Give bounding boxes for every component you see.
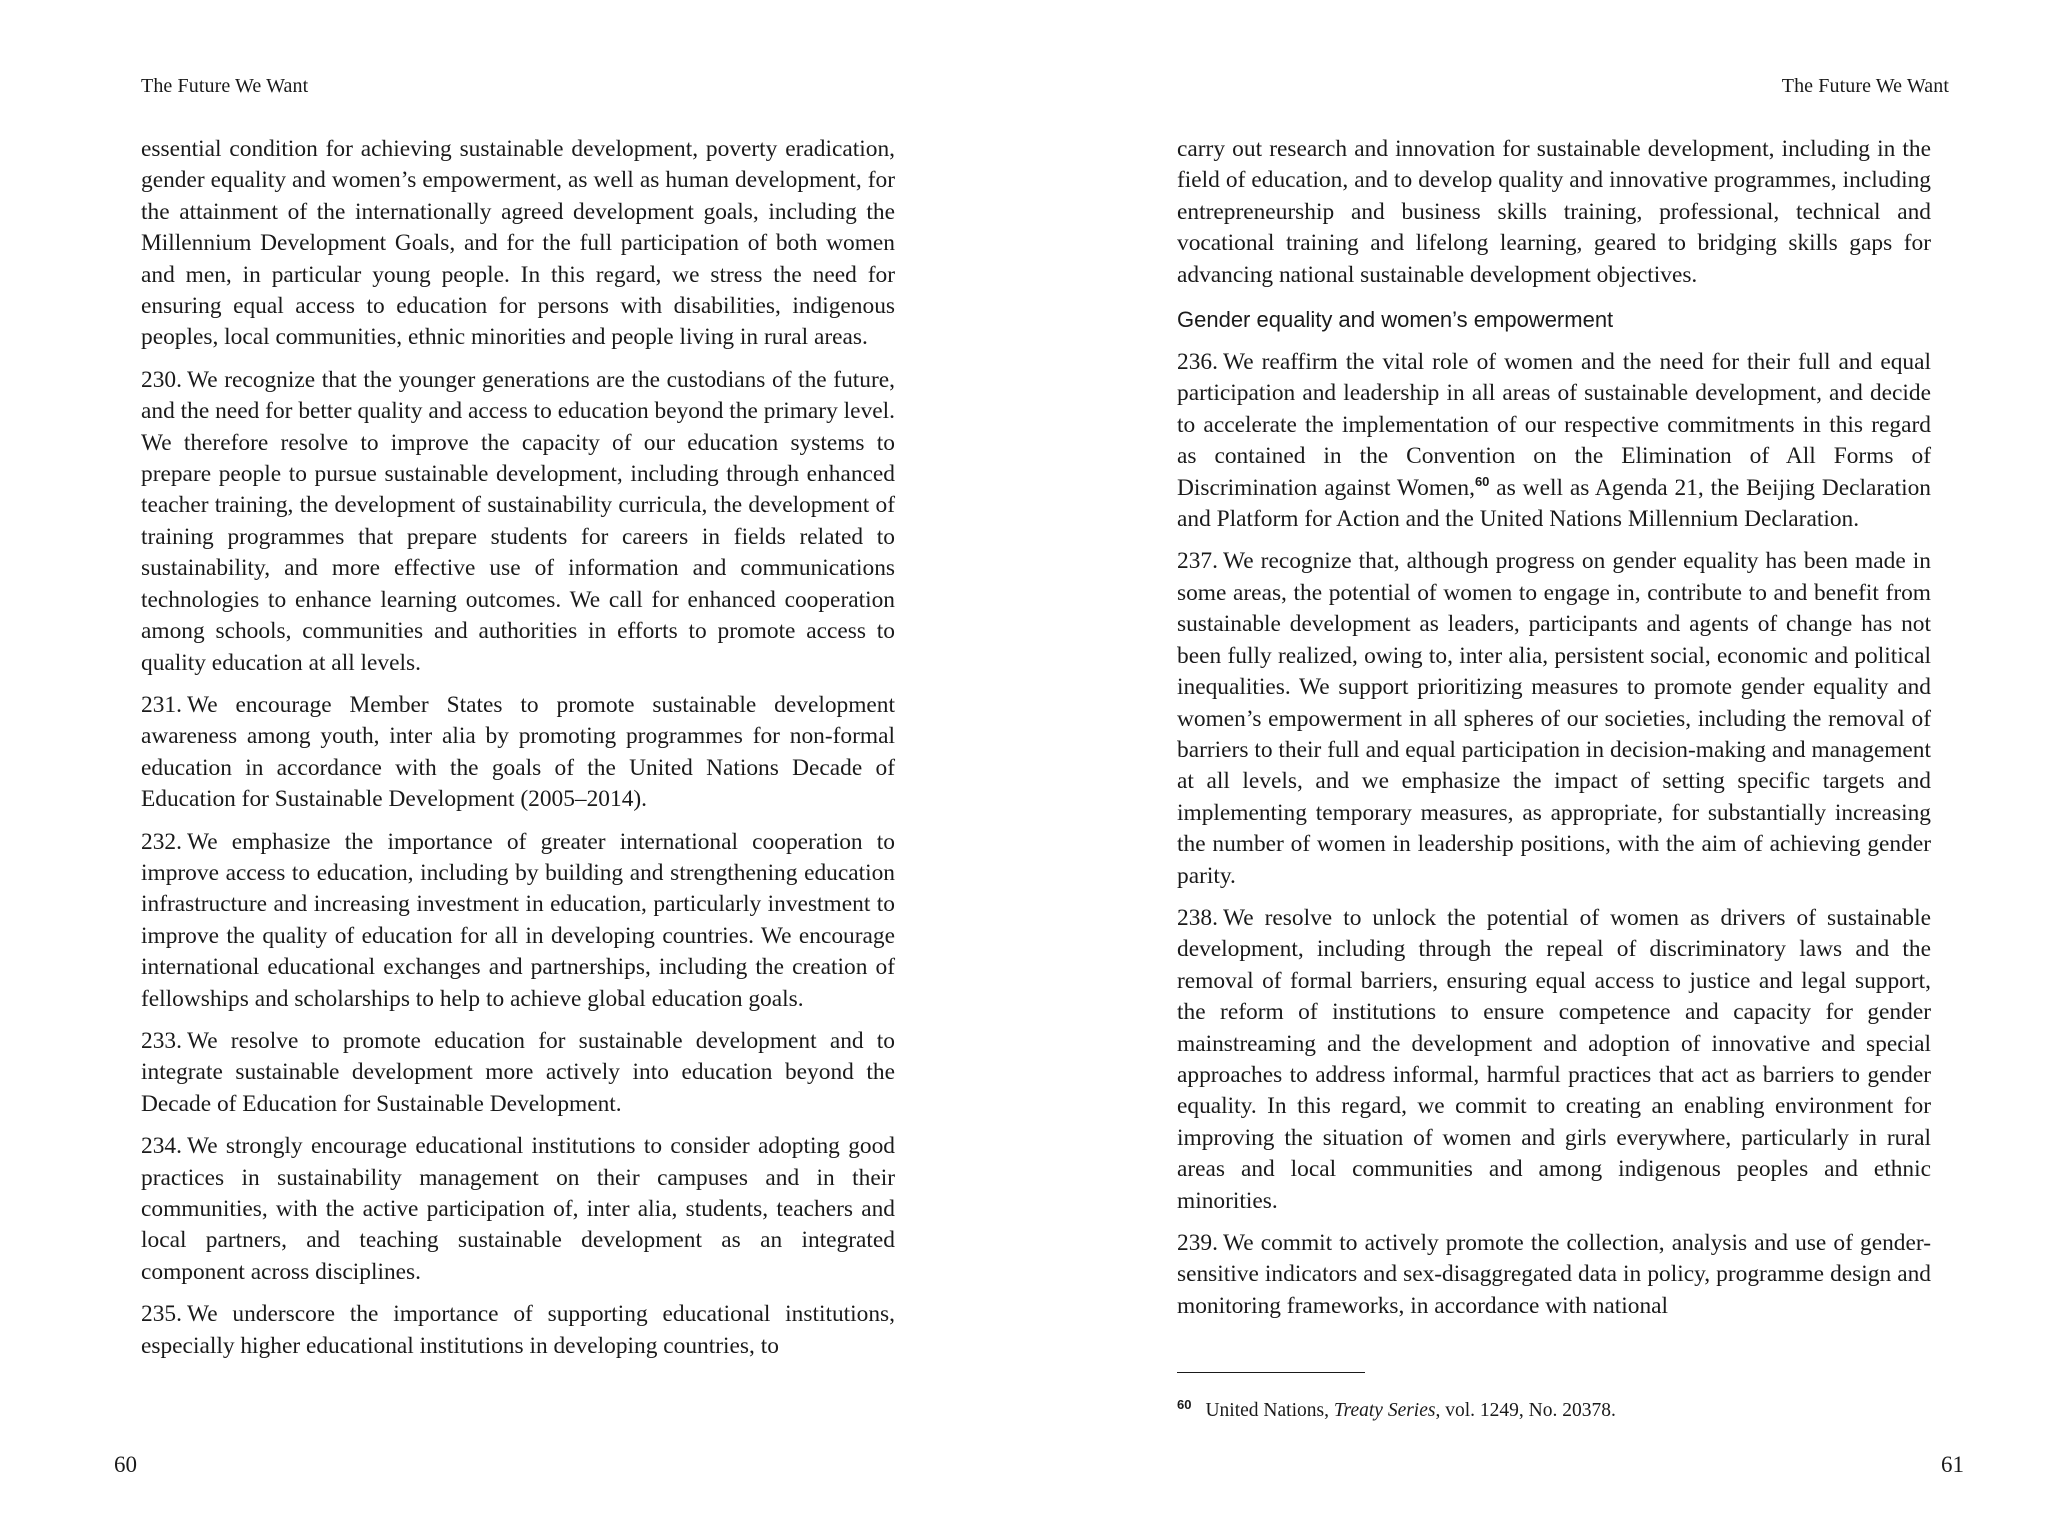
paragraph-text: We commit to actively promote the collection, analysis and use of gender-sensitive indicators and sex-disaggregated data in policy, programme design and monitoring frameworks, in accordance with national — [1177, 1230, 1931, 1319]
footnote-divider — [1177, 1372, 1365, 1373]
paragraph-number: 231. — [141, 691, 182, 718]
paragraph-number: 235. — [141, 1301, 182, 1328]
paragraph-text: We encourage Member States to promote sustainable development awareness among youth, inter alia by promoting programmes for non-formal education in accordance with the goals of the United Nations Decade of Education for Sustainable Development (2005–2014). — [141, 691, 895, 813]
paragraph-number: 238. — [1177, 904, 1218, 931]
paragraph-text: We reaffirm the vital role of women and the need for their full and equal participation and leadership in all areas of sustainable development, and decide to accelerate the implementation of our respective commitments in this regard as contained in the Convention on the Elimination of All Forms of Discrimination against Women, — [1177, 349, 1931, 501]
paragraph-number: 239. — [1177, 1230, 1218, 1256]
footnote-text: , vol. 1249, No. 20378. — [1435, 1400, 1616, 1421]
paragraph-number: 232. — [141, 828, 182, 855]
paragraph-text: carry out research and innovation for sustainable development, including in the field of education, and to develop quality and innovative programmes, including entrepreneurship and business skills training, professional, technical and vocational training and lifelong learning, geared to bridging skills gaps for advancing national sustainable development objectives. — [1177, 136, 1931, 288]
paragraph-text: We recognize that, although progress on gender equality has been made in some areas, the potential of women to engage in, contribute to and benefit from sustainable development as leaders, participants and agents of change has not been fully realized, owing to, inter alia, persistent social, economic and political inequalities. We support prioritizing measures to promote gender equality and women’s empowerment in all spheres of our societies, including the removal of barriers to their full and equal participation in decision-making and management at all levels, and we emphasize the impact of setting specific targets and implementing temporary measures, as appropriate, for substantially increasing the number of women in leadership positions, with the aim of achieving gender parity. — [1177, 548, 1931, 889]
footnote-number: 60 — [1177, 1397, 1192, 1412]
page-number: 60 — [114, 1452, 137, 1477]
section-heading: Gender equality and women’s empowerment — [1177, 307, 1614, 333]
right-page — [1024, 0, 2048, 1536]
paragraph-236 — [1177, 347, 1931, 535]
footnote-text: United Nations, — [1205, 1400, 1334, 1421]
footnote — [1177, 1392, 1931, 1424]
paragraph-text: We resolve to unlock the potential of women as drivers of sustainable development, including through the repeal of discriminatory laws and the removal of formal barriers, ensuring equal access to justice and legal support, the reform of institutions to ensure competence and capacity for gender mainstreaming and the development and adoption of innovative and special approaches to address informal, harmful practices that act as barriers to gender equality. In this regard, we commit to creating an enabling environment for improving the situation of women and girls everywhere, particularly in rural areas and local communities and among indigenous peoples and ethnic minorities. — [1177, 904, 1931, 1214]
paragraph-continued — [141, 134, 895, 354]
paragraph-text: We underscore the importance of supporting educational institutions, especially higher educational institutions in developing countries, to — [141, 1301, 895, 1359]
paragraph-number: 230. — [141, 366, 182, 393]
paragraph-text: We strongly encourage educational institutions to consider adopting good practices in sustainability management on their campuses and in their communities, with the active participation of, inter alia, students, teachers and local partners, and teaching sustainable development as an integrated component across disciplines. — [141, 1133, 895, 1285]
paragraph-239 — [1177, 1228, 1931, 1322]
paragraph-235 — [141, 1299, 895, 1362]
paragraph-number: 237. — [1177, 548, 1218, 575]
paragraph-number: 236. — [1177, 349, 1218, 376]
paragraph-234 — [141, 1131, 895, 1288]
paragraph-text: as well as Agenda 21, the Beijing Declaration and Platform for Action and the United Nations Millennium Declaration. — [1177, 474, 1931, 533]
right-text-column — [1177, 134, 1931, 1333]
paragraph-237 — [1177, 546, 1931, 891]
paragraph-230 — [141, 365, 895, 679]
paragraph-number: 233. — [141, 1027, 182, 1054]
page-number: 61 — [1941, 1452, 1964, 1477]
footnote-reference[interactable]: 60 — [1474, 473, 1490, 489]
paragraph-text: essential condition for achieving sustainable development, poverty eradication, gender equality and women’s empowerment, as well as human development, for the attainment of the internationally agreed development goals, including the Millennium Development Goals, and for the full participation of both women and men, in particular young people. In this regard, we stress the need for ensuring equal access to education for persons with disabilities, indigenous peoples, local communities, ethnic minorities and people living in rural areas. — [141, 136, 895, 351]
left-text-column — [141, 134, 895, 1373]
running-head: The Future We Want — [1781, 75, 1949, 97]
paragraph-text: We emphasize the importance of greater international cooperation to improve access to education, including by building and strengthening education infrastructure and increasing investment in education, particularly investment to improve the quality of education for all in developing countries. We encourage international educational exchanges and partnerships, including the creation of fellowships and scholarships to help to achieve global education goals. — [141, 828, 895, 1012]
footnote-italic-title: Treaty Series — [1333, 1400, 1436, 1421]
running-head: The Future We Want — [141, 75, 309, 97]
paragraph-238 — [1177, 903, 1931, 1217]
paragraph-233 — [141, 1026, 895, 1120]
paragraph-text: We recognize that the younger generations are the custodians of the future, and the need for better quality and access to education beyond the primary level. We therefore resolve to improve the capacity of our education systems to prepare people to pursue sustainable development, including through enhanced teacher training, the development of sustainability curricula, the development of training programmes that prepare students for careers in fields related to sustainability, and more effective use of information and communications technologies to enhance learning outcomes. We call for enhanced cooperation among schools, communities and authorities in efforts to promote access to quality education at all levels. — [141, 366, 895, 676]
paragraph-232 — [141, 827, 895, 1015]
paragraph-text: We resolve to promote education for sustainable development and to integrate sustainable development more actively into education beyond the Decade of Education for Sustainable Development. — [141, 1027, 895, 1117]
paragraph-number: 234. — [141, 1133, 182, 1160]
paragraph-continued — [1177, 134, 1931, 291]
paragraph-231 — [141, 690, 895, 816]
